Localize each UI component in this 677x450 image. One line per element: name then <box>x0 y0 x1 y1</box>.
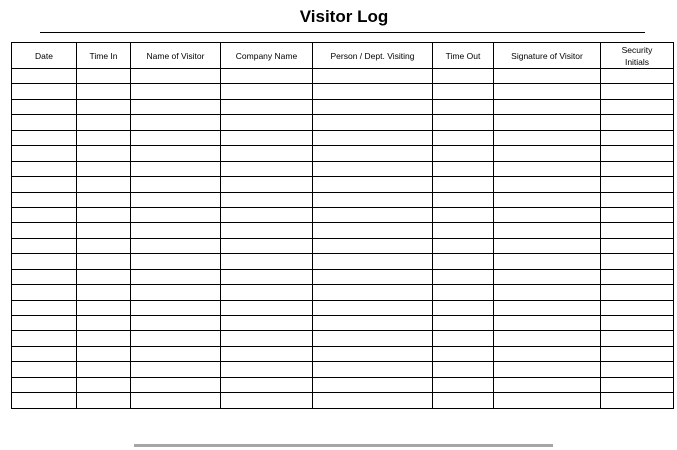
cell-security-initials <box>601 146 674 161</box>
cell-signature-of-visitor <box>494 192 601 207</box>
cell-time-out <box>433 362 494 377</box>
cell-signature-of-visitor <box>494 377 601 392</box>
header-row <box>12 43 674 69</box>
table-row <box>12 161 674 176</box>
table-row <box>12 377 674 392</box>
table-row <box>12 207 674 222</box>
cell-date <box>12 223 77 238</box>
cell-company-name <box>221 254 313 269</box>
table-row <box>12 254 674 269</box>
cell-person-dept-visiting <box>313 115 433 130</box>
cell-name-of-visitor <box>131 69 221 84</box>
cell-company-name <box>221 300 313 315</box>
cell-name-of-visitor <box>131 130 221 145</box>
cell-time-in <box>77 238 131 253</box>
cell-time-in <box>77 99 131 114</box>
cell-security-initials <box>601 269 674 284</box>
cell-time-out <box>433 192 494 207</box>
cell-name-of-visitor <box>131 346 221 361</box>
cell-signature-of-visitor <box>494 84 601 99</box>
cell-time-in <box>77 362 131 377</box>
column-header-time-out: Time Out <box>433 43 494 69</box>
cell-date <box>12 285 77 300</box>
cell-name-of-visitor <box>131 99 221 114</box>
table-row <box>12 362 674 377</box>
cell-time-in <box>77 377 131 392</box>
cell-name-of-visitor <box>131 84 221 99</box>
cell-date <box>12 300 77 315</box>
cell-time-in <box>77 285 131 300</box>
cell-signature-of-visitor <box>494 300 601 315</box>
cell-date <box>12 331 77 346</box>
table-row <box>12 223 674 238</box>
cell-company-name <box>221 223 313 238</box>
cell-time-in <box>77 207 131 222</box>
cell-signature-of-visitor <box>494 99 601 114</box>
table-body <box>12 69 674 409</box>
cell-security-initials <box>601 223 674 238</box>
cell-person-dept-visiting <box>313 207 433 222</box>
cell-person-dept-visiting <box>313 192 433 207</box>
cell-security-initials <box>601 300 674 315</box>
cell-time-in <box>77 130 131 145</box>
cell-person-dept-visiting <box>313 69 433 84</box>
cell-person-dept-visiting <box>313 300 433 315</box>
table-row <box>12 115 674 130</box>
table-row <box>12 393 674 408</box>
cell-company-name <box>221 207 313 222</box>
cell-security-initials <box>601 393 674 408</box>
cell-security-initials <box>601 192 674 207</box>
cell-date <box>12 69 77 84</box>
cell-name-of-visitor <box>131 192 221 207</box>
cell-signature-of-visitor <box>494 238 601 253</box>
cell-security-initials <box>601 207 674 222</box>
cell-security-initials <box>601 130 674 145</box>
cell-security-initials <box>601 346 674 361</box>
table-row <box>12 316 674 331</box>
cell-person-dept-visiting <box>313 238 433 253</box>
cell-security-initials <box>601 161 674 176</box>
cell-security-initials <box>601 69 674 84</box>
cell-time-in <box>77 192 131 207</box>
cell-person-dept-visiting <box>313 130 433 145</box>
table-row <box>12 99 674 114</box>
cell-security-initials <box>601 362 674 377</box>
cell-name-of-visitor <box>131 146 221 161</box>
cell-date <box>12 362 77 377</box>
table-row <box>12 300 674 315</box>
cell-person-dept-visiting <box>313 99 433 114</box>
cell-signature-of-visitor <box>494 130 601 145</box>
cell-name-of-visitor <box>131 223 221 238</box>
cell-signature-of-visitor <box>494 393 601 408</box>
page-title: Visitor Log <box>299 7 389 26</box>
table-row <box>12 346 674 361</box>
cell-time-out <box>433 207 494 222</box>
cell-company-name <box>221 99 313 114</box>
cell-time-in <box>77 115 131 130</box>
cell-company-name <box>221 130 313 145</box>
cell-signature-of-visitor <box>494 207 601 222</box>
cell-time-out <box>433 84 494 99</box>
cell-signature-of-visitor <box>494 285 601 300</box>
table-row <box>12 84 674 99</box>
cell-time-out <box>433 161 494 176</box>
cell-person-dept-visiting <box>313 177 433 192</box>
table-row <box>12 331 674 346</box>
title-underline <box>40 32 645 33</box>
cell-name-of-visitor <box>131 269 221 284</box>
cell-name-of-visitor <box>131 238 221 253</box>
cell-name-of-visitor <box>131 316 221 331</box>
cell-date <box>12 177 77 192</box>
cell-date <box>12 192 77 207</box>
cell-company-name <box>221 346 313 361</box>
cell-time-in <box>77 346 131 361</box>
cell-name-of-visitor <box>131 362 221 377</box>
cell-time-out <box>433 99 494 114</box>
column-header-person-dept-visiting: Person / Dept. Visiting <box>313 43 433 69</box>
table-row <box>12 269 674 284</box>
cell-time-out <box>433 393 494 408</box>
cell-time-out <box>433 269 494 284</box>
column-header-security-initials: Security Initials <box>601 43 674 69</box>
cell-date <box>12 161 77 176</box>
cell-time-out <box>433 346 494 361</box>
cell-signature-of-visitor <box>494 115 601 130</box>
table-row <box>12 146 674 161</box>
cell-date <box>12 238 77 253</box>
cell-signature-of-visitor <box>494 254 601 269</box>
cell-person-dept-visiting <box>313 362 433 377</box>
footer-divider <box>134 444 553 447</box>
cell-security-initials <box>601 84 674 99</box>
cell-company-name <box>221 192 313 207</box>
cell-signature-of-visitor <box>494 161 601 176</box>
cell-time-in <box>77 393 131 408</box>
cell-time-in <box>77 269 131 284</box>
cell-name-of-visitor <box>131 161 221 176</box>
cell-person-dept-visiting <box>313 84 433 99</box>
cell-time-out <box>433 177 494 192</box>
cell-company-name <box>221 331 313 346</box>
cell-date <box>12 84 77 99</box>
cell-security-initials <box>601 377 674 392</box>
column-header-time-in: Time In <box>77 43 131 69</box>
cell-time-in <box>77 331 131 346</box>
table-row <box>12 192 674 207</box>
cell-person-dept-visiting <box>313 316 433 331</box>
cell-name-of-visitor <box>131 254 221 269</box>
cell-company-name <box>221 146 313 161</box>
cell-company-name <box>221 316 313 331</box>
table-row <box>12 130 674 145</box>
cell-signature-of-visitor <box>494 346 601 361</box>
cell-person-dept-visiting <box>313 146 433 161</box>
cell-signature-of-visitor <box>494 331 601 346</box>
cell-company-name <box>221 377 313 392</box>
cell-date <box>12 316 77 331</box>
cell-company-name <box>221 238 313 253</box>
cell-person-dept-visiting <box>313 346 433 361</box>
cell-company-name <box>221 115 313 130</box>
cell-company-name <box>221 393 313 408</box>
cell-company-name <box>221 69 313 84</box>
cell-name-of-visitor <box>131 393 221 408</box>
cell-person-dept-visiting <box>313 254 433 269</box>
cell-person-dept-visiting <box>313 161 433 176</box>
cell-company-name <box>221 269 313 284</box>
cell-time-in <box>77 146 131 161</box>
cell-time-in <box>77 177 131 192</box>
cell-time-out <box>433 69 494 84</box>
cell-time-in <box>77 223 131 238</box>
cell-date <box>12 393 77 408</box>
cell-signature-of-visitor <box>494 146 601 161</box>
cell-time-out <box>433 331 494 346</box>
cell-time-out <box>433 130 494 145</box>
cell-time-out <box>433 300 494 315</box>
cell-date <box>12 346 77 361</box>
table-row <box>12 238 674 253</box>
column-header-signature-of-visitor: Signature of Visitor <box>494 43 601 69</box>
cell-time-in <box>77 84 131 99</box>
cell-security-initials <box>601 316 674 331</box>
cell-security-initials <box>601 331 674 346</box>
cell-company-name <box>221 84 313 99</box>
cell-time-in <box>77 254 131 269</box>
cell-security-initials <box>601 177 674 192</box>
cell-security-initials <box>601 99 674 114</box>
cell-company-name <box>221 177 313 192</box>
cell-security-initials <box>601 285 674 300</box>
cell-name-of-visitor <box>131 115 221 130</box>
cell-time-out <box>433 377 494 392</box>
cell-time-out <box>433 146 494 161</box>
cell-company-name <box>221 285 313 300</box>
cell-security-initials <box>601 238 674 253</box>
cell-person-dept-visiting <box>313 285 433 300</box>
cell-date <box>12 207 77 222</box>
cell-person-dept-visiting <box>313 331 433 346</box>
cell-date <box>12 115 77 130</box>
cell-date <box>12 99 77 114</box>
cell-name-of-visitor <box>131 377 221 392</box>
cell-person-dept-visiting <box>313 269 433 284</box>
cell-date <box>12 269 77 284</box>
cell-name-of-visitor <box>131 300 221 315</box>
cell-signature-of-visitor <box>494 223 601 238</box>
cell-security-initials <box>601 254 674 269</box>
cell-time-out <box>433 285 494 300</box>
cell-signature-of-visitor <box>494 316 601 331</box>
cell-date <box>12 130 77 145</box>
cell-security-initials <box>601 115 674 130</box>
visitor-log-table <box>11 42 674 409</box>
table-row <box>12 69 674 84</box>
cell-signature-of-visitor <box>494 269 601 284</box>
cell-name-of-visitor <box>131 177 221 192</box>
column-header-date: Date <box>12 43 77 69</box>
cell-name-of-visitor <box>131 331 221 346</box>
cell-signature-of-visitor <box>494 177 601 192</box>
cell-time-out <box>433 223 494 238</box>
cell-time-in <box>77 300 131 315</box>
cell-signature-of-visitor <box>494 362 601 377</box>
cell-time-out <box>433 115 494 130</box>
cell-date <box>12 377 77 392</box>
cell-signature-of-visitor <box>494 69 601 84</box>
cell-name-of-visitor <box>131 207 221 222</box>
cell-date <box>12 146 77 161</box>
cell-time-out <box>433 316 494 331</box>
cell-person-dept-visiting <box>313 223 433 238</box>
cell-date <box>12 254 77 269</box>
cell-name-of-visitor <box>131 285 221 300</box>
cell-time-in <box>77 161 131 176</box>
cell-time-in <box>77 69 131 84</box>
table-row <box>12 285 674 300</box>
cell-person-dept-visiting <box>313 377 433 392</box>
table-row <box>12 177 674 192</box>
cell-company-name <box>221 161 313 176</box>
cell-company-name <box>221 362 313 377</box>
cell-person-dept-visiting <box>313 393 433 408</box>
cell-time-out <box>433 238 494 253</box>
column-header-company-name: Company Name <box>221 43 313 69</box>
column-header-name-of-visitor: Name of Visitor <box>131 43 221 69</box>
cell-time-in <box>77 316 131 331</box>
cell-time-out <box>433 254 494 269</box>
